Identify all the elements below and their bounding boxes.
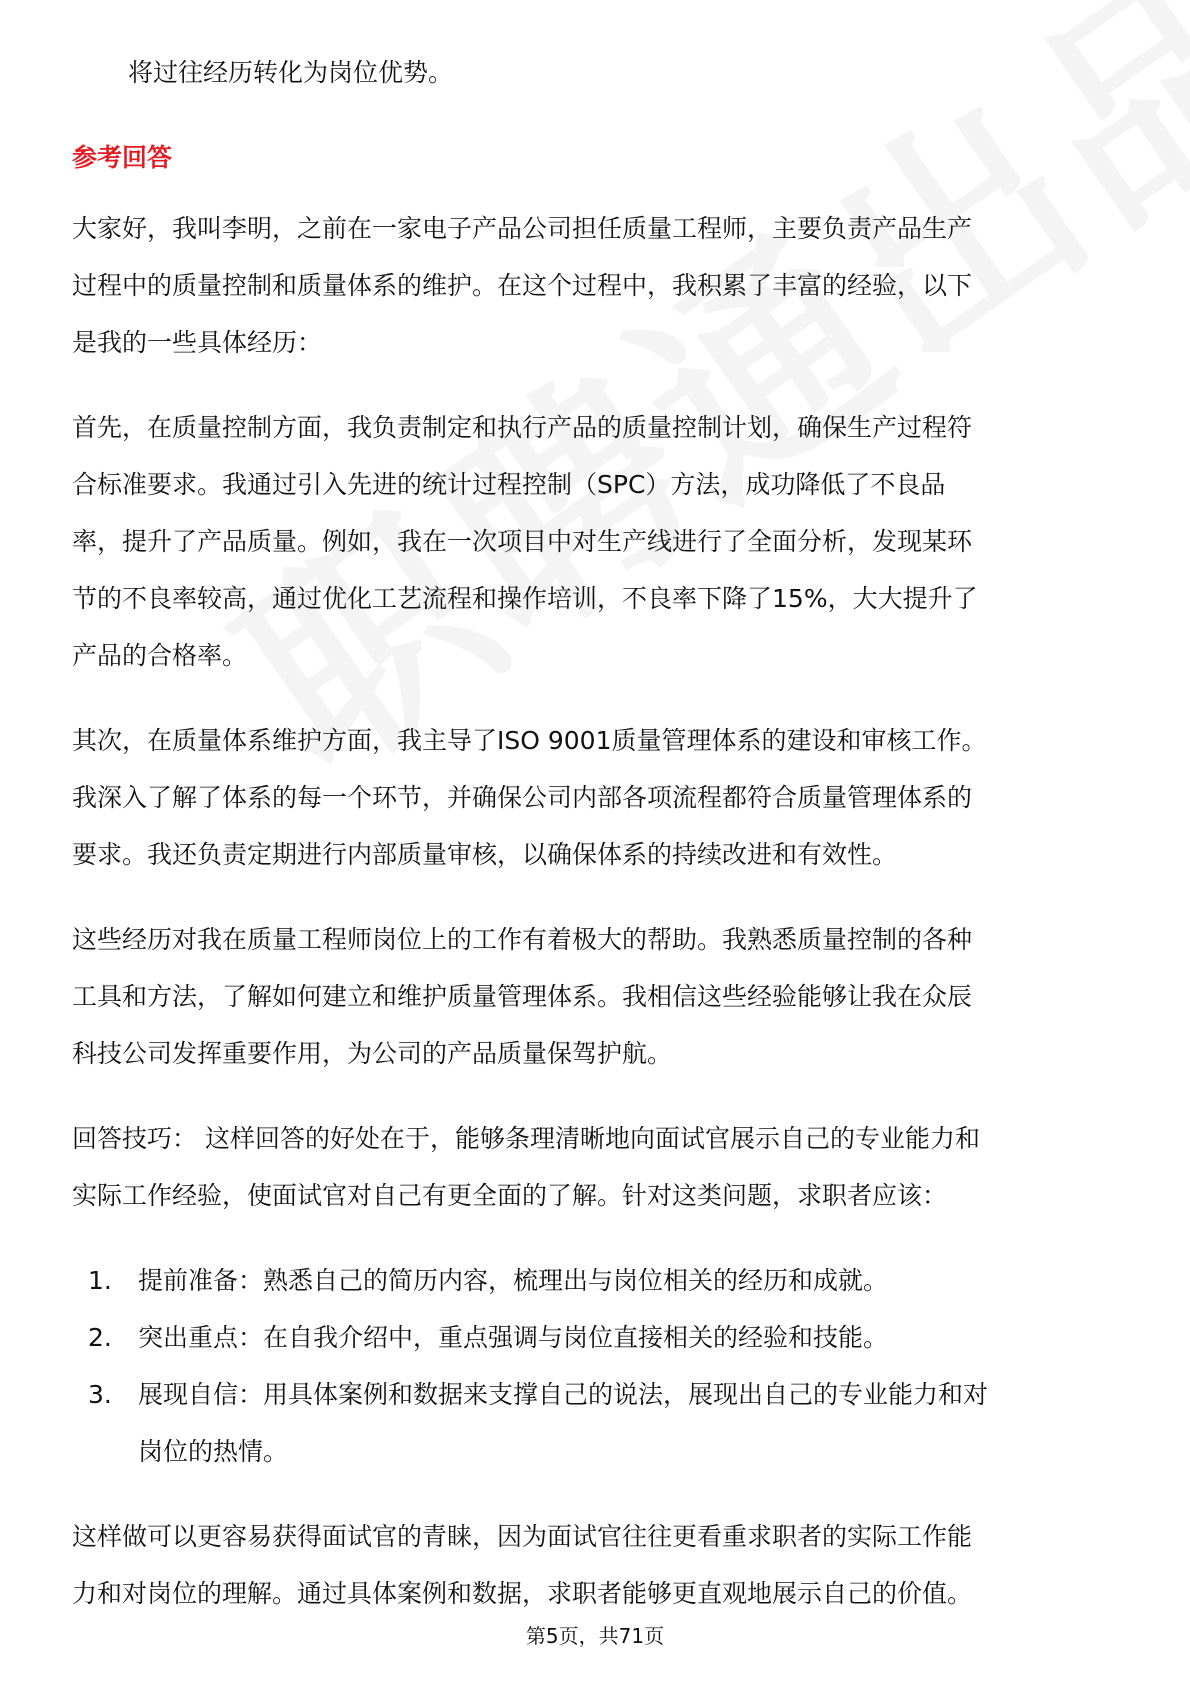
paragraph-6 (72, 1508, 1122, 1622)
list-text-line: 展现自信：用具体案例和数据来支撑自己的说法，展现出自己的专业能力和对 (138, 1380, 989, 1409)
list-text (138, 1252, 1122, 1309)
document-content (72, 44, 1122, 1650)
tips-list (72, 1252, 1122, 1480)
list-number: 2. (88, 1323, 112, 1352)
text-line: 力和对岗位的理解。通过具体案例和数据，求职者能够更直观地展示自己的价值。 (72, 1579, 973, 1608)
list-item (72, 1366, 1122, 1480)
list-text-line: 岗位的热情。 (138, 1437, 289, 1466)
text-line: 是我的一些具体经历： (72, 328, 323, 357)
text-line: 过程中的质量控制和质量体系的维护。在这个过程中，我积累了丰富的经验，以下 (72, 271, 973, 300)
list-text (138, 1309, 1122, 1366)
intro-tail-line: 将过往经历转化为岗位优势。 (128, 58, 454, 87)
paragraph-1 (72, 200, 1122, 371)
text-line: 节的不良率较高，通过优化工艺流程和操作培训，不良率下降了15%，大大提升了 (72, 584, 978, 613)
text-line: 工具和方法，了解如何建立和维护质量管理体系。我相信这些经验能够让我在众辰 (72, 982, 973, 1011)
text-line: 回答技巧： 这样回答的好处在于，能够条理清晰地向面试官展示自己的专业能力和 (72, 1124, 980, 1153)
text-line: 大家好，我叫李明，之前在一家电子产品公司担任质量工程师，主要负责产品生产 (72, 214, 973, 243)
list-text-line: 突出重点：在自我介绍中，重点强调与岗位直接相关的经验和技能。 (138, 1323, 889, 1352)
section-heading: 参考回答 (72, 143, 173, 172)
list-text-line: 提前准备：熟悉自己的简历内容，梳理出与岗位相关的经历和成就。 (138, 1266, 889, 1295)
list-item (72, 1309, 1122, 1366)
text-line: 合标准要求。我通过引入先进的统计过程控制（SPC）方法，成功降低了不良品 (72, 470, 946, 499)
text-line: 产品的合格率。 (72, 641, 248, 670)
text-line: 率，提升了产品质量。例如，我在一次项目中对生产线进行了全面分析，发现某环 (72, 527, 973, 556)
text-line: 首先，在质量控制方面，我负责制定和执行产品的质量控制计划，确保生产过程符 (72, 413, 973, 442)
paragraph-4 (72, 911, 1122, 1082)
paragraph-2 (72, 399, 1122, 684)
text-line: 这样做可以更容易获得面试官的青睐，因为面试官往往更看重求职者的实际工作能 (72, 1522, 973, 1551)
text-line: 我深入了解了体系的每一个环节，并确保公司内部各项流程都符合质量管理体系的 (72, 783, 973, 812)
text-line: 科技公司发挥重要作用，为公司的产品质量保驾护航。 (72, 1039, 673, 1068)
list-text (138, 1366, 1122, 1480)
list-number: 1. (88, 1266, 112, 1295)
text-line: 这些经历对我在质量工程师岗位上的工作有着极大的帮助。我熟悉质量控制的各种 (72, 925, 973, 954)
list-number: 3. (88, 1380, 112, 1409)
page-footer: 第5页，共71页 (525, 1624, 665, 1648)
text-line: 实际工作经验，使面试官对自己有更全面的了解。针对这类问题，求职者应该： (72, 1181, 948, 1210)
paragraph-3 (72, 712, 1122, 883)
paragraph-5 (72, 1110, 1122, 1224)
text-line: 要求。我还负责定期进行内部质量审核，以确保体系的持续改进和有效性。 (72, 840, 898, 869)
text-line: 其次，在质量体系维护方面，我主导了ISO 9001质量管理体系的建设和审核工作。 (72, 726, 987, 755)
list-item (72, 1252, 1122, 1309)
